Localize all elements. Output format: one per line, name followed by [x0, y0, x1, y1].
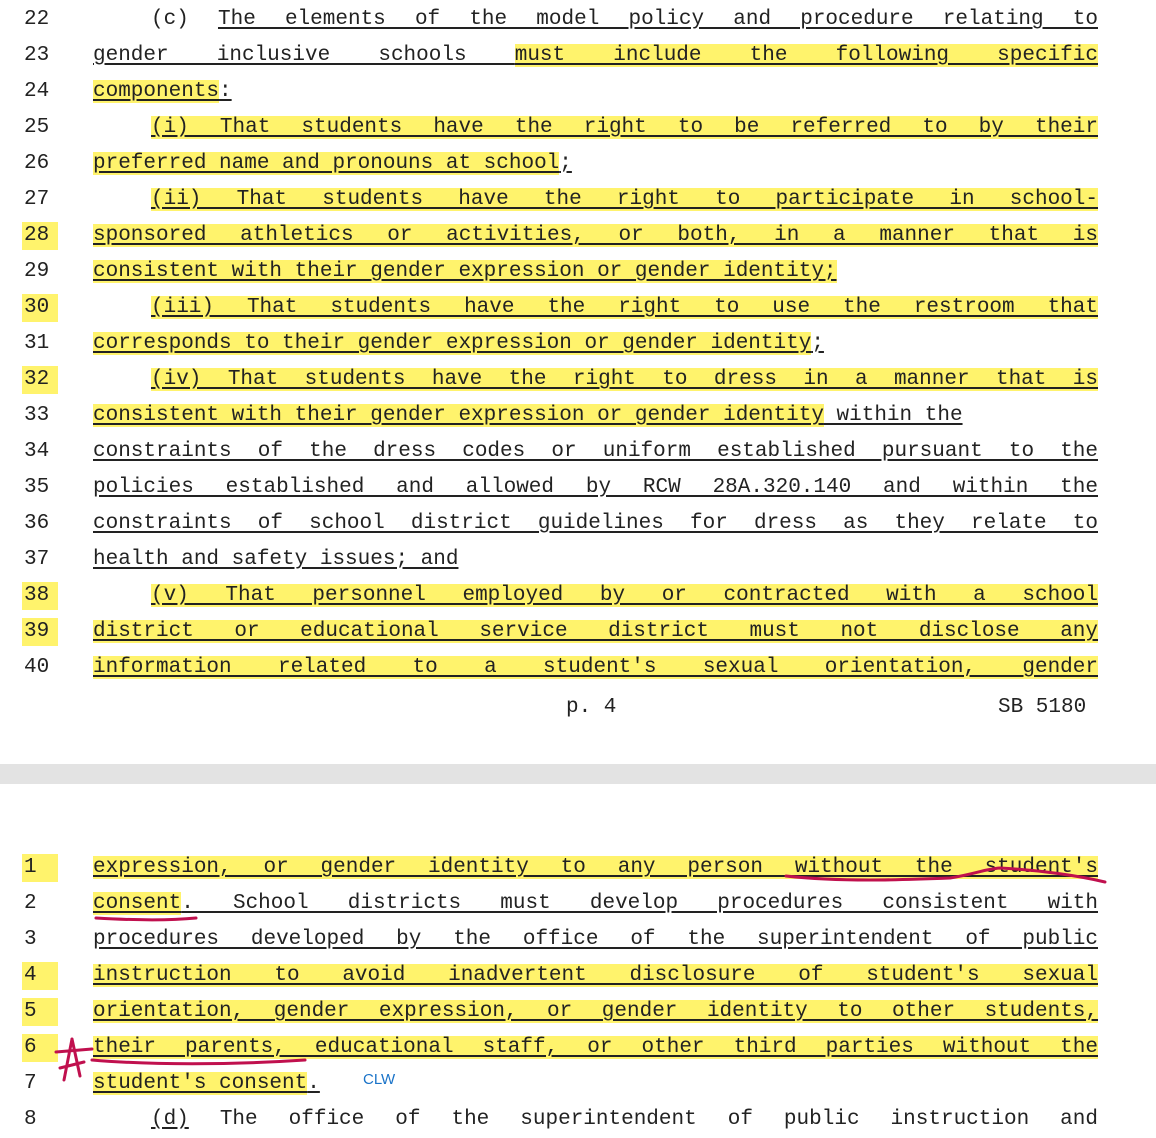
line-number: 29 [24, 260, 50, 283]
line-number: 37 [24, 548, 50, 571]
line-number: 26 [24, 152, 50, 175]
line-text: (d) The office of the superintendent of public instruction and [151, 1108, 1098, 1131]
text-line [0, 1102, 1156, 1138]
text-line [0, 506, 1156, 542]
line-number: 28 [22, 222, 58, 250]
line-number: 32 [22, 366, 58, 394]
line-number: 7 [24, 1072, 37, 1095]
line-text: district or educational service district must not disclose any [93, 620, 1098, 643]
text-line [0, 362, 1156, 398]
text-line [0, 398, 1156, 434]
line-number: 38 [22, 582, 58, 610]
text-line [0, 886, 1156, 922]
line-number: 23 [24, 44, 50, 67]
line-number: 22 [24, 8, 50, 31]
line-text: health and safety issues; and [93, 548, 459, 571]
text-line [0, 254, 1156, 290]
text-line [0, 110, 1156, 146]
line-text: student's consent. [93, 1072, 320, 1095]
line-number: 35 [24, 476, 50, 499]
line-number: 36 [24, 512, 50, 535]
line-number: 5 [22, 998, 58, 1026]
text-line [0, 578, 1156, 614]
line-number: 4 [22, 962, 58, 990]
line-number: 3 [24, 928, 37, 951]
line-number: 34 [24, 440, 50, 463]
page-separator [0, 764, 1156, 784]
line-text: (v) That personnel employed by or contracted with a school [151, 584, 1098, 607]
line-number: 40 [24, 656, 50, 679]
line-text: (iii) That students have the right to use the restroom that [151, 296, 1098, 319]
bill-number: SB 5180 [998, 696, 1087, 719]
text-line [0, 614, 1156, 650]
line-text: sponsored athletics or activities, or both, in a manner that is [93, 224, 1098, 247]
text-line [0, 74, 1156, 110]
line-text: expression, or gender identity to any person without the student's [93, 856, 1098, 879]
line-number: 30 [22, 294, 58, 322]
line-number: 6 [22, 1034, 58, 1062]
line-text: information related to a student's sexual orientation, gender [93, 656, 1098, 679]
line-text: consistent with their gender expression or gender identity; [93, 260, 837, 283]
text-line [0, 182, 1156, 218]
text-line [0, 146, 1156, 182]
document-page-5 [0, 784, 1156, 1132]
line-number: 39 [22, 618, 58, 646]
text-line [0, 38, 1156, 74]
text-line [0, 470, 1156, 506]
line-number: 1 [22, 854, 58, 882]
line-text: gender inclusive schools must include the following specific [93, 44, 1098, 67]
text-line [0, 2, 1156, 38]
line-text: policies established and allowed by RCW 28A.320.140 and within the [93, 476, 1098, 499]
text-line [0, 1066, 1156, 1102]
line-text: constraints of the dress codes or uniform established pursuant to the [93, 440, 1098, 463]
line-text: consent. School districts must develop procedures consistent with [93, 892, 1098, 915]
line-text: constraints of school district guidelines for dress as they relate to [93, 512, 1098, 535]
text-line [0, 650, 1156, 686]
text-line [0, 326, 1156, 362]
text-line [0, 994, 1156, 1030]
line-number: 27 [24, 188, 50, 211]
text-line [0, 1030, 1156, 1066]
line-text: corresponds to their gender expression or gender identity; [93, 332, 824, 355]
text-line [0, 850, 1156, 886]
line-number: 8 [24, 1108, 37, 1131]
line-text: (i) That students have the right to be referred to by their [151, 116, 1098, 139]
line-number: 31 [24, 332, 50, 355]
line-number: 24 [24, 80, 50, 103]
line-text: (c) The elements of the model policy and procedure relating to [151, 8, 1098, 31]
text-line [0, 542, 1156, 578]
text-line [0, 218, 1156, 254]
line-text: (ii) That students have the right to participate in school- [151, 188, 1098, 211]
line-number: 2 [24, 892, 37, 915]
page-number: p. 4 [566, 696, 617, 719]
line-text: (iv) That students have the right to dress in a manner that is [151, 368, 1098, 391]
line-text: procedures developed by the office of the superintendent of public [93, 928, 1098, 951]
line-text: components: [93, 80, 232, 103]
text-line [0, 958, 1156, 994]
annotation-initials: CLW [363, 1071, 396, 1088]
line-text: instruction to avoid inadvertent disclosure of student's sexual [93, 964, 1098, 987]
text-line [0, 922, 1156, 958]
line-number: 33 [24, 404, 50, 427]
text-line [0, 434, 1156, 470]
line-text: orientation, gender expression, or gender identity to other students, [93, 1000, 1098, 1023]
line-text: consistent with their gender expression or gender identity within the [93, 404, 963, 427]
text-line [0, 290, 1156, 326]
line-text: their parents, educational staff, or other third parties without the [93, 1036, 1098, 1059]
line-number: 25 [24, 116, 50, 139]
line-text: preferred name and pronouns at school; [93, 152, 572, 175]
